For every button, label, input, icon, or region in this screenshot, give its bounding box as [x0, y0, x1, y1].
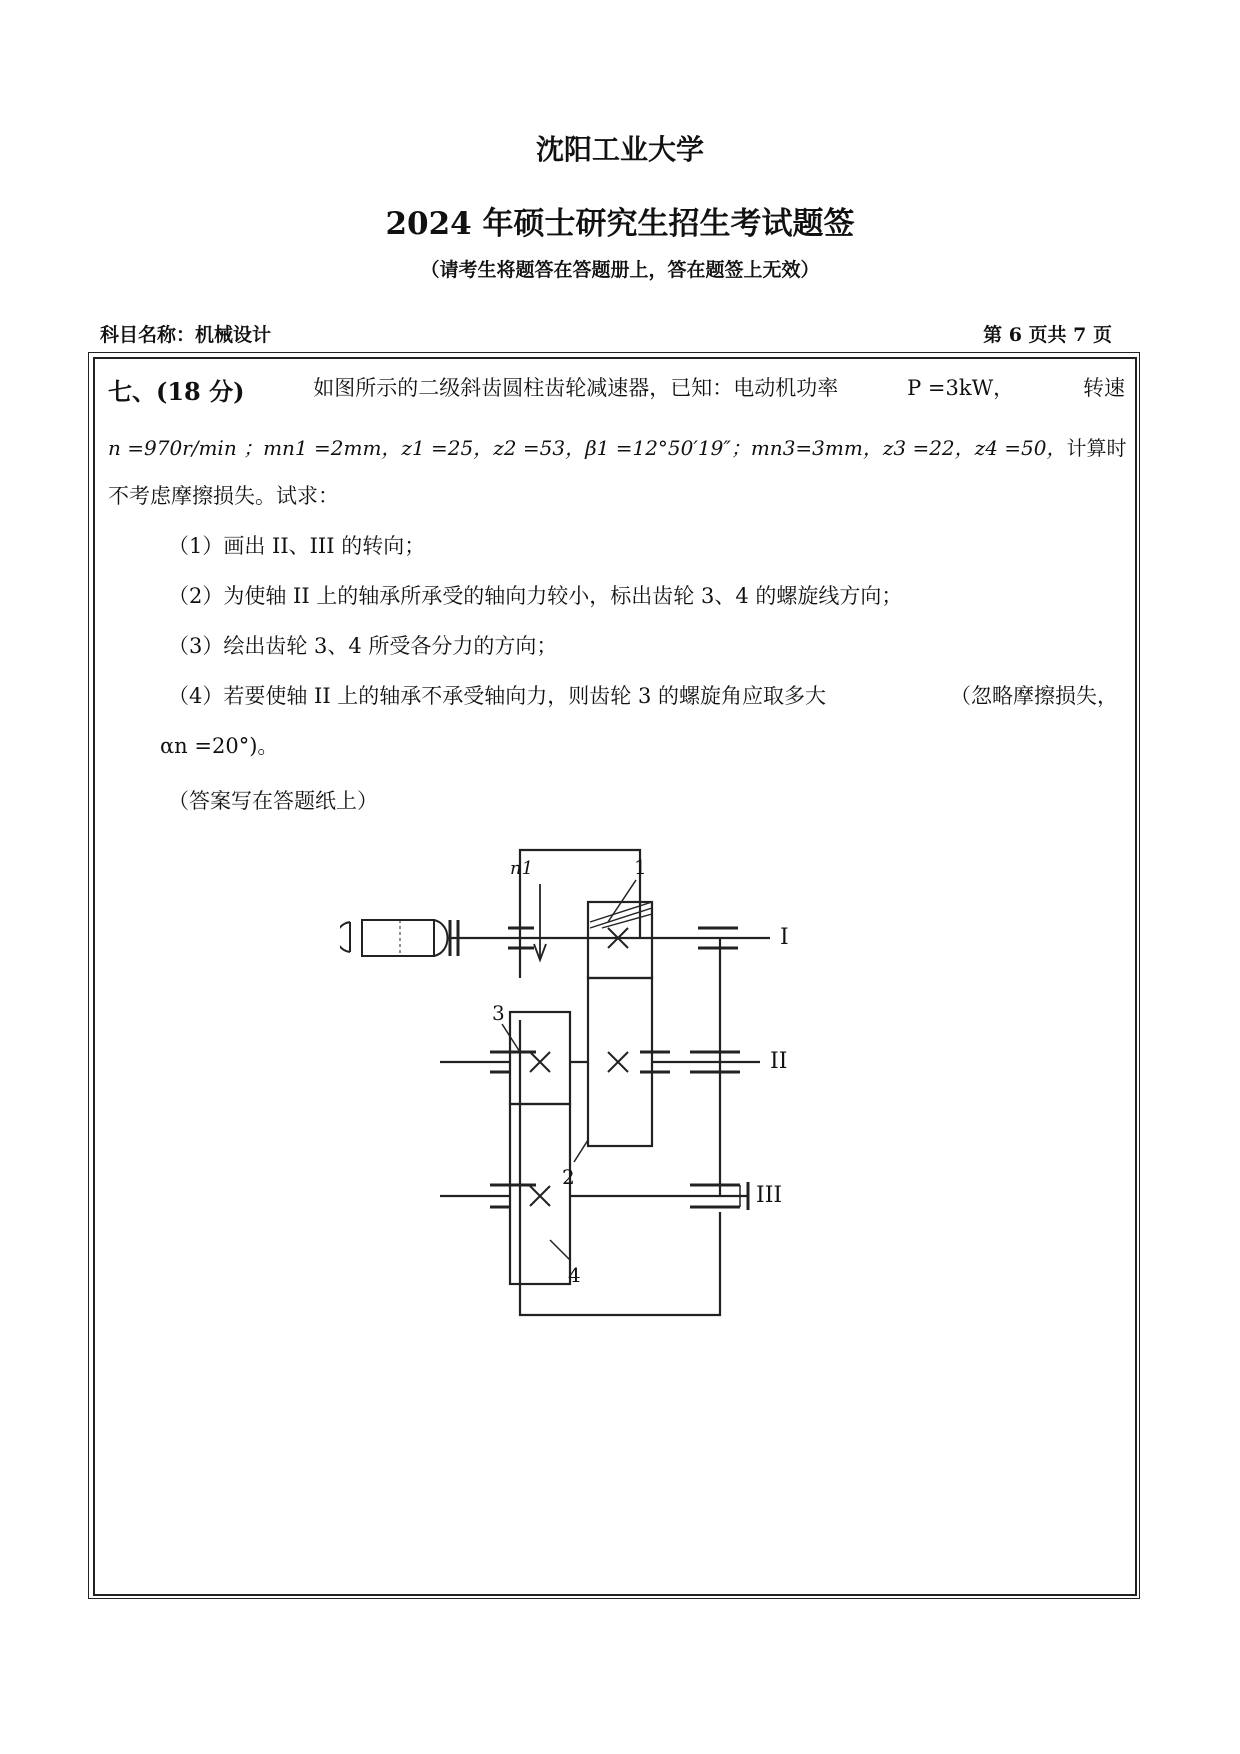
param-z2: z2 =53， [493, 436, 586, 460]
shaft-three [440, 1182, 748, 1210]
housing-bottom [520, 1212, 720, 1315]
motor [340, 920, 448, 956]
sub-question-1: （1）画出 II、III 的转向； [168, 534, 426, 558]
param-mn3: mn3=3mm， [750, 436, 883, 460]
param-tail: 计算时 [1066, 436, 1127, 460]
gear-reducer-diagram [340, 840, 800, 1360]
shaft-label-3: III [756, 1183, 783, 1208]
exam-instruction: （请考生将题答在答题册上，答在题签上无效） [420, 259, 820, 281]
university-name: 沈阳工业大学 [535, 133, 704, 166]
gear-label-3: 3 [492, 1001, 505, 1025]
motor-power: P =3kW， [907, 376, 1015, 400]
exam-title: 2024 年硕士研究生招生考试题签 [385, 206, 855, 242]
param-n: n =970r/min ； [108, 436, 264, 460]
question-line-1 [108, 372, 1125, 407]
page-info: 第 6 页共 7 页 [983, 324, 1112, 346]
sub-question-3: （3）绘出齿轮 3、4 所受各分力的方向； [168, 634, 558, 658]
param-z3: z3 =22， [882, 436, 975, 460]
sub-question-4 [168, 680, 1118, 710]
housing-outline [520, 850, 640, 978]
leader-gear-2 [574, 1140, 588, 1162]
speed-arrow [534, 884, 546, 960]
speed-word: 转速 [1082, 376, 1125, 400]
gear-label-1: 1 [634, 855, 647, 879]
subject-name: 科目名称：机械设计 [100, 324, 272, 346]
param-mn1: mn1 =2mm， [263, 436, 402, 460]
sub-question-4-paren: （忽略摩擦损失， [950, 684, 1118, 708]
question-intro: 如图所示的二级斜齿圆柱齿轮减速器，已知：电动机功率 [313, 376, 839, 400]
speed-label: n1 [510, 858, 534, 879]
sub-question-2: （2）为使轴 II 上的轴承所承受的轴向力较小，标出齿轮 3、4 的螺旋线方向； [168, 584, 903, 608]
shaft-label-1: I [780, 925, 789, 950]
sub-question-4-main: （4）若要使轴 II 上的轴承不承受轴向力，则齿轮 3 的螺旋角应取多大 [168, 684, 827, 708]
param-z4: z4 =50， [974, 436, 1067, 460]
param-beta1: β1 =12°50′19″； [585, 436, 751, 460]
gear-label-2: 2 [562, 1165, 575, 1189]
sub-question-4-angle: αn =20°)。 [160, 734, 279, 758]
answer-note: （答案写在答题纸上） [168, 789, 378, 813]
param-z1: z1 =25， [401, 436, 494, 460]
gear-label-4: 4 [568, 1263, 581, 1287]
question-line-2 [108, 432, 1125, 461]
leader-gear-4 [550, 1240, 570, 1260]
gear-one [588, 902, 652, 978]
shaft-label-2: II [770, 1049, 788, 1074]
question-number: 七、(18 分) [108, 377, 245, 406]
gear-two [588, 978, 652, 1146]
shaft-two [440, 1052, 760, 1072]
question-line-3: 不考虑摩擦损失。试求： [108, 484, 339, 508]
